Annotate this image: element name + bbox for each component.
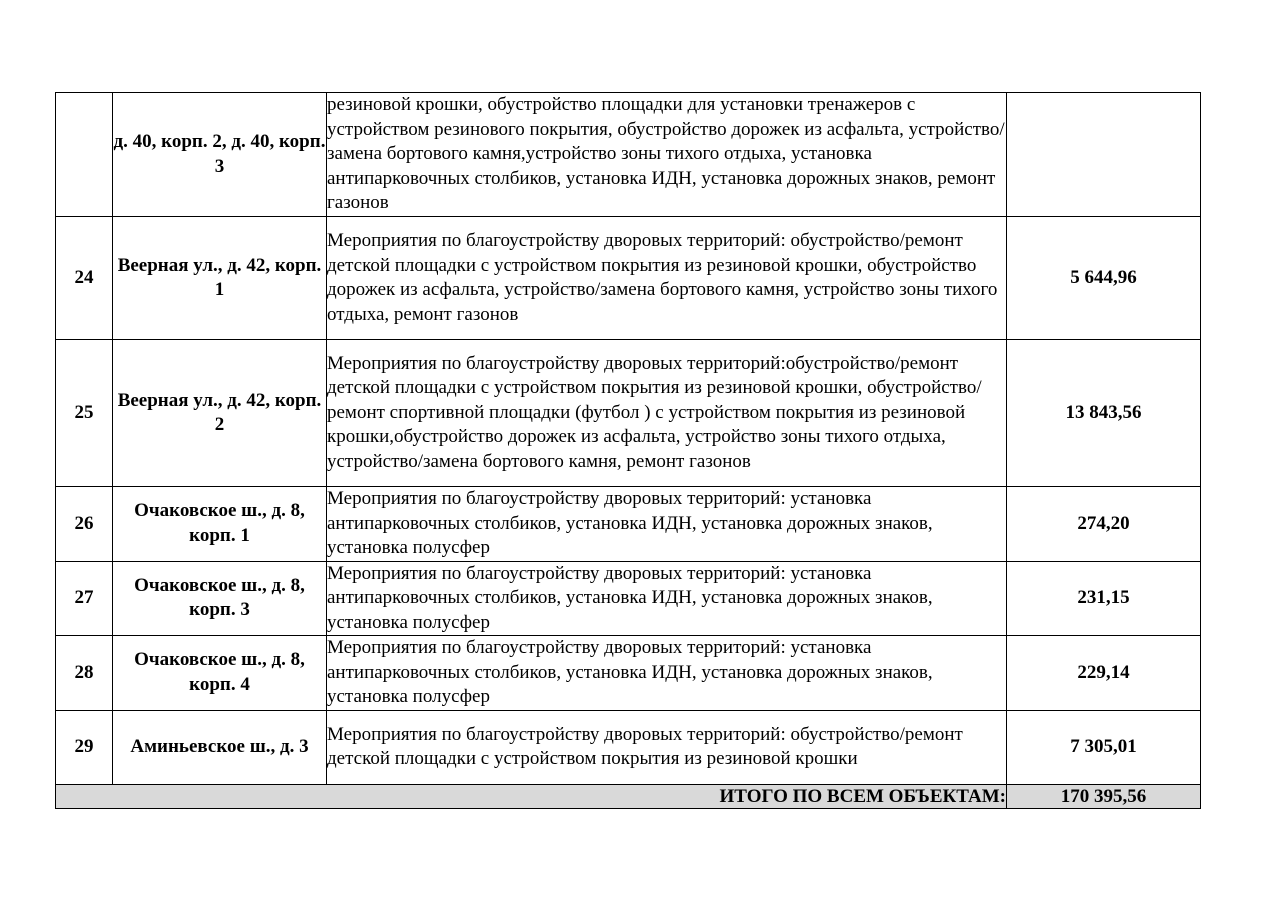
row-address: Веерная ул., д. 42, корп. 1 bbox=[113, 217, 327, 340]
row-address: д. 40, корп. 2, д. 40, корп. 3 bbox=[113, 93, 327, 217]
table-row bbox=[56, 636, 1201, 711]
row-amount: 274,20 bbox=[1007, 487, 1201, 562]
total-value: 170 395,56 bbox=[1007, 784, 1201, 808]
row-number: 24 bbox=[56, 217, 113, 340]
table-row bbox=[56, 710, 1201, 784]
table-row bbox=[56, 217, 1201, 340]
row-address: Очаковское ш., д. 8, корп. 1 bbox=[113, 487, 327, 562]
row-number: 26 bbox=[56, 487, 113, 562]
table-row bbox=[56, 487, 1201, 562]
row-description: Мероприятия по благоустройству дворовых территорий: установка антипарковочных столбиков, установка ИДН, установка дорожных знаков, установка полусфер bbox=[327, 561, 1007, 636]
row-description: Мероприятия по благоустройству дворовых территорий:обустройство/ремонт детской площадки с устройством покрытия из резиновой крошки, обустройство/ремонт спортивной площадки (футбол ) с устройством покрытия из резиновой крошки,обустройство дорожек из асфальта, устройство зоны тихого отдыха, устройство/замена бортового камня, ремонт газонов bbox=[327, 340, 1007, 487]
row-address: Аминьевское ш., д. 3 bbox=[113, 710, 327, 784]
row-number: 29 bbox=[56, 710, 113, 784]
total-row bbox=[56, 784, 1201, 808]
row-description: Мероприятия по благоустройству дворовых территорий: обустройство/ремонт детской площадки с устройством покрытия из резиновой крошки bbox=[327, 710, 1007, 784]
row-amount: 13 843,56 bbox=[1007, 340, 1201, 487]
row-description: Мероприятия по благоустройству дворовых территорий: установка антипарковочных столбиков, установка ИДН, установка дорожных знаков, установка полусфер bbox=[327, 487, 1007, 562]
row-description: Мероприятия по благоустройству дворовых территорий: установка антипарковочных столбиков, установка ИДН, установка дорожных знаков, установка полусфер bbox=[327, 636, 1007, 711]
row-number: 28 bbox=[56, 636, 113, 711]
row-amount: 5 644,96 bbox=[1007, 217, 1201, 340]
table-row bbox=[56, 93, 1201, 217]
row-number: 25 bbox=[56, 340, 113, 487]
row-amount: 229,14 bbox=[1007, 636, 1201, 711]
table-row bbox=[56, 340, 1201, 487]
row-number: 27 bbox=[56, 561, 113, 636]
row-address: Очаковское ш., д. 8, корп. 3 bbox=[113, 561, 327, 636]
row-amount: 7 305,01 bbox=[1007, 710, 1201, 784]
row-number bbox=[56, 93, 113, 217]
table-row bbox=[56, 561, 1201, 636]
row-description: резиновой крошки, обустройство площадки для установки тренажеров с устройством резинового покрытия, обустройство дорожек из асфальта, устройство/замена бортового камня,устройство зоны тихого отдыха, установка антипарковочных столбиков, установка ИДН, установка дорожных знаков, ремонт газонов bbox=[327, 93, 1007, 217]
row-amount bbox=[1007, 93, 1201, 217]
row-amount: 231,15 bbox=[1007, 561, 1201, 636]
row-description: Мероприятия по благоустройству дворовых территорий: обустройство/ремонт детской площадки с устройством покрытия из резиновой крошки, обустройство дорожек из асфальта, устройство/замена бортового камня, устройство зоны тихого отдыха, ремонт газонов bbox=[327, 217, 1007, 340]
objects-table bbox=[55, 92, 1201, 809]
row-address: Очаковское ш., д. 8, корп. 4 bbox=[113, 636, 327, 711]
row-address: Веерная ул., д. 42, корп. 2 bbox=[113, 340, 327, 487]
total-label: ИТОГО ПО ВСЕМ ОБЪЕКТАМ: bbox=[56, 784, 1007, 808]
